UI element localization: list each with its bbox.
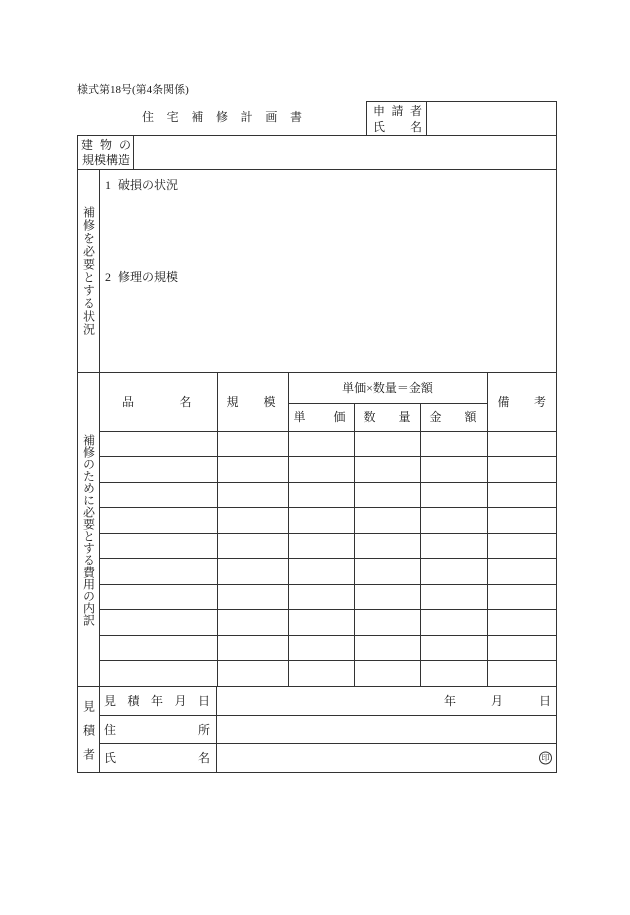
cost-cell-unit-price	[288, 610, 354, 636]
cost-cell-quantity	[354, 508, 420, 534]
cost-row	[100, 661, 556, 687]
cost-cell-remarks	[487, 661, 556, 687]
cost-cell-quantity	[354, 584, 420, 610]
cost-cell-scale	[217, 457, 288, 483]
cost-cell-item-name	[100, 431, 217, 457]
cost-cell-quantity	[354, 431, 420, 457]
cost-row	[100, 559, 556, 585]
cost-row	[100, 508, 556, 534]
cost-row	[100, 635, 556, 661]
cost-cell-unit-price	[288, 584, 354, 610]
cost-cell-unit-price	[288, 431, 354, 457]
building-row	[78, 136, 556, 170]
applicant-name-field	[427, 102, 556, 136]
situation-item-damage	[103, 178, 178, 192]
estimator-name-label: 氏 名	[104, 751, 210, 765]
estimator-name-label-cell	[100, 744, 217, 772]
cost-cell-quantity	[354, 482, 420, 508]
estimate-date-row	[100, 687, 556, 716]
cost-row	[100, 610, 556, 636]
form-table	[77, 135, 557, 773]
repair-situation-content	[100, 170, 556, 372]
cost-cell-scale	[217, 482, 288, 508]
cost-cell-amount	[420, 661, 487, 687]
header-item-name-label: 品 名	[122, 394, 192, 409]
cost-cell-item-name	[100, 559, 217, 585]
situation-item-scale	[103, 270, 178, 284]
situation-item-number: 2	[105, 270, 111, 284]
estimator-address-label: 住 所	[104, 722, 210, 737]
year-unit: 年	[443, 694, 456, 708]
cost-rows	[100, 431, 556, 686]
seal-mark-icon: 印	[539, 752, 552, 765]
estimator-name-row	[100, 744, 556, 772]
situation-item-text: 破損の状況	[118, 178, 179, 192]
header-scale-label: 規 模	[226, 394, 276, 409]
cost-cell-item-name	[100, 661, 217, 687]
estimator-section	[78, 687, 556, 772]
cost-cell-scale	[217, 610, 288, 636]
estimator-label-cell	[78, 687, 100, 772]
header-amount	[420, 403, 487, 431]
cost-cell-scale	[217, 533, 288, 559]
cost-header-row	[100, 373, 556, 403]
header-quantity	[354, 403, 420, 431]
estimate-date-field	[217, 687, 556, 715]
applicant-label-line2: 氏 名	[373, 120, 422, 134]
header-scale	[217, 373, 288, 431]
cost-cell-unit-price	[288, 533, 354, 559]
cost-cell-item-name	[100, 508, 217, 534]
cost-cell-remarks	[487, 610, 556, 636]
cost-cell-unit-price	[288, 457, 354, 483]
building-structure-field	[134, 136, 556, 169]
cost-cell-amount	[420, 533, 487, 559]
cost-cell-amount	[420, 635, 487, 661]
cost-cell-scale	[217, 559, 288, 585]
cost-cell-amount	[420, 457, 487, 483]
cost-cell-quantity	[354, 635, 420, 661]
estimator-label: 見積者	[81, 699, 96, 772]
header-item-name	[100, 373, 217, 431]
cost-cell-scale	[217, 508, 288, 534]
cost-cell-quantity	[354, 661, 420, 687]
header-calculation-label: 単価×数量＝金額	[342, 380, 433, 395]
cost-cell-amount	[420, 508, 487, 534]
estimate-date-label-cell	[100, 687, 217, 715]
cost-table	[100, 373, 556, 686]
cost-cell-item-name	[100, 584, 217, 610]
cost-cell-amount	[420, 584, 487, 610]
cost-row	[100, 457, 556, 483]
cost-cell-unit-price	[288, 482, 354, 508]
header-amount-label: 金 額	[429, 410, 477, 424]
applicant-label	[367, 102, 427, 136]
cost-cell-remarks	[487, 457, 556, 483]
cost-breakdown-label-cell	[78, 373, 100, 686]
cost-cell-remarks	[487, 533, 556, 559]
cost-cell-quantity	[354, 559, 420, 585]
cost-cell-amount	[420, 431, 487, 457]
applicant-label-line1: 申 請 者	[373, 104, 422, 118]
cost-cell-remarks	[487, 635, 556, 661]
cost-cell-amount	[420, 559, 487, 585]
cost-cell-item-name	[100, 533, 217, 559]
building-label	[78, 136, 134, 169]
cost-cell-item-name	[100, 457, 217, 483]
cost-cell-unit-price	[288, 559, 354, 585]
cost-breakdown-section	[78, 373, 556, 687]
estimator-address-label-cell	[100, 716, 217, 743]
estimate-date-label: 見 積 年 月 日	[104, 694, 210, 708]
repair-situation-section	[78, 170, 556, 373]
estimator-address-field	[217, 716, 556, 743]
header-calculation	[288, 373, 487, 403]
estimator-address-row	[100, 716, 556, 744]
estimator-rows	[100, 687, 556, 772]
cost-cell-scale	[217, 661, 288, 687]
building-label-line2: 規模構造	[81, 153, 130, 167]
cost-cell-remarks	[487, 482, 556, 508]
applicant-box	[366, 101, 557, 136]
cost-cell-item-name	[100, 610, 217, 636]
cost-cell-amount	[420, 482, 487, 508]
situation-item-text: 修理の規模	[118, 270, 179, 284]
cost-cell-item-name	[100, 482, 217, 508]
cost-cell-remarks	[487, 431, 556, 457]
cost-cell-quantity	[354, 457, 420, 483]
cost-cell-scale	[217, 584, 288, 610]
header-remarks-label: 備 考	[497, 394, 546, 409]
cost-cell-quantity	[354, 533, 420, 559]
cost-cell-unit-price	[288, 635, 354, 661]
cost-cell-scale	[217, 635, 288, 661]
header-quantity-label: 数 量	[363, 410, 411, 424]
building-label-line1: 建 物 の	[81, 138, 131, 152]
cost-cell-quantity	[354, 610, 420, 636]
cost-row	[100, 482, 556, 508]
cost-cell-scale	[217, 431, 288, 457]
day-unit: 日	[538, 694, 551, 708]
cost-row	[100, 533, 556, 559]
cost-row	[100, 431, 556, 457]
month-unit: 月	[490, 694, 503, 708]
cost-cell-unit-price	[288, 661, 354, 687]
cost-row	[100, 584, 556, 610]
repair-situation-label: 補修を必要とする状況	[81, 206, 96, 336]
cost-cell-unit-price	[288, 508, 354, 534]
repair-situation-label-cell	[78, 170, 100, 372]
cost-cell-amount	[420, 610, 487, 636]
form-number: 様式第18号(第4条関係)	[77, 84, 189, 96]
situation-item-number: 1	[105, 178, 111, 192]
header-remarks	[487, 373, 556, 431]
cost-breakdown-label: 補修のために必要とする費用の内訳	[81, 433, 96, 626]
cost-cell-item-name	[100, 635, 217, 661]
estimator-name-field	[217, 744, 556, 772]
header-unit-price-label: 単 価	[293, 410, 346, 424]
form-title: 住 宅 補 修 計 画 書	[142, 110, 302, 124]
cost-cell-remarks	[487, 508, 556, 534]
cost-cell-remarks	[487, 584, 556, 610]
header-unit-price	[288, 403, 354, 431]
cost-cell-remarks	[487, 559, 556, 585]
